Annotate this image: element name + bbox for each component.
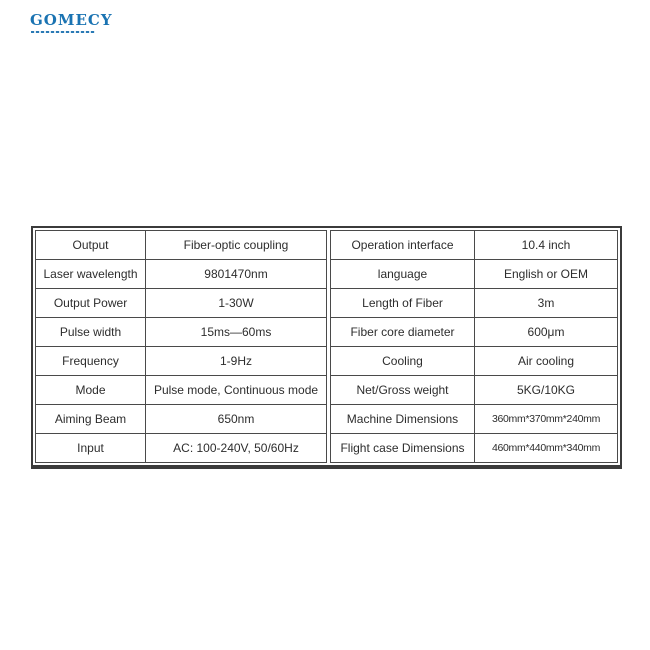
spec-value-cell: 460mm*440mm*340mm: [475, 434, 618, 463]
spec-label-cell: Output Power: [36, 289, 146, 318]
spec-label-cell: Output: [36, 231, 146, 260]
spec-value-cell: 1-9Hz: [146, 347, 327, 376]
spec-row: [331, 347, 618, 376]
spec-table-right: [330, 230, 618, 463]
spec-label-cell: Pulse width: [36, 318, 146, 347]
spec-value-cell: 5KG/10KG: [475, 376, 618, 405]
spec-table-left: [35, 230, 327, 463]
spec-row: [36, 318, 327, 347]
spec-label-cell: Length of Fiber: [331, 289, 475, 318]
spec-value-cell: Fiber-optic coupling: [146, 231, 327, 260]
spec-value-cell: English or OEM: [475, 260, 618, 289]
spec-row: [331, 289, 618, 318]
spec-label-cell: Flight case Dimensions: [331, 434, 475, 463]
spec-value-cell: Air cooling: [475, 347, 618, 376]
spec-label-cell: Fiber core diameter: [331, 318, 475, 347]
spec-label-cell: language: [331, 260, 475, 289]
spec-row: [36, 434, 327, 463]
spec-label-cell: Input: [36, 434, 146, 463]
spec-row: [331, 231, 618, 260]
spec-row: [36, 347, 327, 376]
spec-value-cell: 600μm: [475, 318, 618, 347]
spec-value-cell: 3m: [475, 289, 618, 318]
logo-tagline: [31, 31, 95, 33]
spec-row: [36, 231, 327, 260]
spec-value-cell: 650nm: [146, 405, 327, 434]
spec-label-cell: Machine Dimensions: [331, 405, 475, 434]
spec-value-cell: 10.4 inch: [475, 231, 618, 260]
spec-label-cell: Net/Gross weight: [331, 376, 475, 405]
spec-row: [36, 260, 327, 289]
spec-label-cell: Cooling: [331, 347, 475, 376]
spec-table-frame: [31, 226, 622, 469]
spec-label-cell: Laser wavelength: [36, 260, 146, 289]
spec-row: [36, 405, 327, 434]
spec-row: [36, 376, 327, 405]
spec-label-cell: Frequency: [36, 347, 146, 376]
spec-value-cell: 15ms—60ms: [146, 318, 327, 347]
spec-value-cell: 360mm*370mm*240mm: [475, 405, 618, 434]
spec-value-cell: AC: 100-240V, 50/60Hz: [146, 434, 327, 463]
brand-logo: GOMECY: [30, 11, 113, 29]
spec-label-cell: Aiming Beam: [36, 405, 146, 434]
spec-row: [36, 289, 327, 318]
spec-value-cell: 9801470nm: [146, 260, 327, 289]
spec-value-cell: 1-30W: [146, 289, 327, 318]
spec-value-cell: Pulse mode, Continuous mode: [146, 376, 327, 405]
spec-row: [331, 318, 618, 347]
spec-row: [331, 376, 618, 405]
spec-row: [331, 434, 618, 463]
spec-row: [331, 260, 618, 289]
spec-label-cell: Mode: [36, 376, 146, 405]
spec-label-cell: Operation interface: [331, 231, 475, 260]
spec-row: [331, 405, 618, 434]
